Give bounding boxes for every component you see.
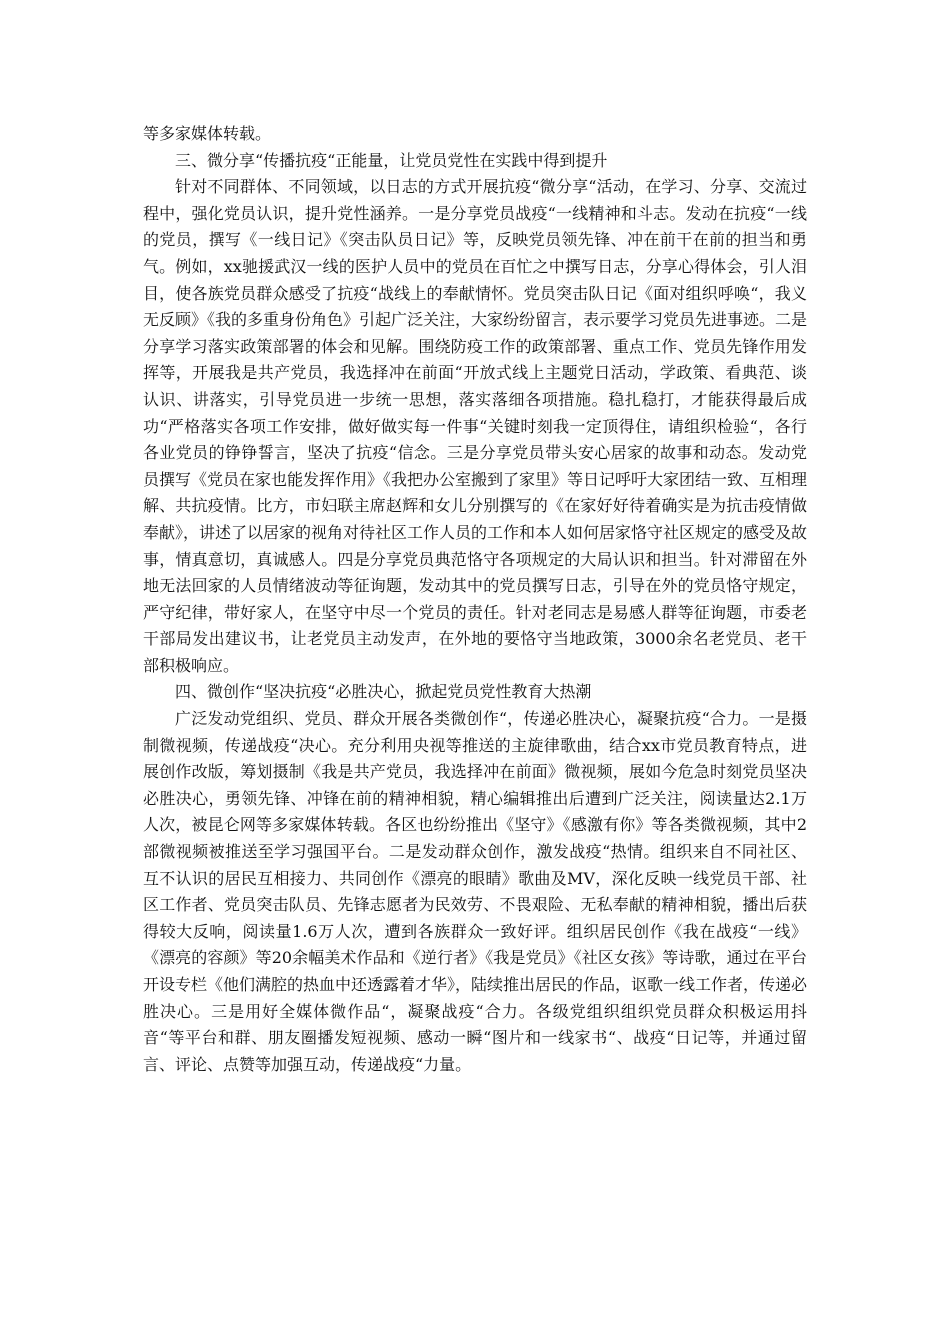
paragraph-section-four-body: 广泛发动党组织、党员、群众开展各类微创作“，传递必胜决心，凝聚抗疫“合力。一是摄制微视频，传递战疫“决心。充分利用央视等推送的主旋律歌曲，结合xx市党员教育特点，进展创作改版，筹划摄制《我是共产党员，我选择冲在前面》微视频，展如今危急时刻党员坚决必胜决心，勇领先锋、冲锋在前的精神相貌，精心编辑推出后遭到广泛关注，阅读量达2.1万人次，被昆仑网等多家媒体转载。各区也纷纷推出《坚守》《感激有你》等各类微视频，其中2部微视频被推送至学习强国平台。二是发动群众创作，激发战疫“热情。组织来自不同社区、互不认识的居民互相接力、共同创作《漂亮的眼睛》歌曲及MV，深化反映一线党员干部、社区工作者、党员突击队员、先锋志愿者为民效劳、不畏艰险、无私奉献的精神相貌，播出后获得较大反响，阅读量1.6万人次，遭到各族群众一致好评。组织居民创作《我在战疫“一线》《漂亮的容颜》等20余幅美术作品和《逆行者》《我是党员》《社区女孩》等诗歌，通过在平台开设专栏《他们满腔的热血中还透露着才华》，陆续推出居民的作品，讴歌一线工作者，传递必胜决心。三是用好全媒体微作品“，凝聚战疫“合力。各级党组织组织党员群众积极运用抖音“等平台和群、朋友圈播发短视频、感动一瞬“图片和一线家书“、战疫“日记等，并通过留言、评论、点赞等加强互动，传递战疫“力量。 bbox=[143, 709, 808, 1074]
section-heading-three: 三、微分享“传播抗疫“正能量，让党员党性在实践中得到提升 bbox=[175, 150, 608, 170]
paragraph-section-three-body: 针对不同群体、不同领域，以日志的方式开展抗疫“微分享“活动，在学习、分享、交流过程中，强化党员认识，提升党性涵养。一是分享党员战疫“一线精神和斗志。发动在抗疫“一线的党员，撰写《一线日记》《突击队员日记》等，反映党员领先锋、冲在前干在前的担当和勇气。例如，xx驰援武汉一线的医护人员中的党员在百忙之中撰写日志，分享心得体会，引人泪目，使各族党员群众感受了抗疫“战线上的奉献情怀。党员突击队日记《面对组织呼唤“，我义无反顾》《我的多重身份角色》引起广泛关注，大家纷纷留言，表示要学习党员先进事迹。二是分享学习落实政策部署的体会和见解。围绕防疫工作的政策部署、重点工作、党员先锋作用发挥等，开展我是共产党员，我选择冲在前面“开放式线上主题党日活动，学政策、看典范、谈认识、讲落实，引导党员进一步统一思想，落实落细各项措施。稳扎稳打，才能获得最后成功“严格落实各项工作安排，做好做实每一件事“关键时刻我一定顶得住，请组织检验“，各行各业党员的铮铮誓言，坚决了抗疫“信念。三是分享党员带头安心居家的故事和动态。发动党员撰写《党员在家也能发挥作用》《我把办公室搬到了家里》等日记呼吁大家团结一致、互相理解、共抗疫情。比方，市妇联主席赵辉和女儿分别撰写的《在家好好待着确实是为抗击疫情做奉献》，讲述了以居家的视角对待社区工作人员的工作和本人如何居家恪守社区规定的感受及故事，情真意切，真诚感人。四是分享党员典范恪守各项规定的大局认识和担当。针对滞留在外地无法回家的人员情绪波动等征询题，发动其中的党员撰写日志，引导在外的党员恪守规定，严守纪律，带好家人，在坚守中尽一个党员的责任。针对老同志是易感人群等征询题，市委老干部局发出建议书，让老党员主动发声，在外地的要恪守当地政策，3000余名老党员、老干部积极响应。 bbox=[143, 177, 808, 675]
paragraph-continuation: 等多家媒体转载。 bbox=[143, 124, 272, 143]
document-page bbox=[143, 121, 807, 1078]
section-heading-four: 四、微创作“坚决抗疫“必胜决心，掀起党员党性教育大热潮 bbox=[175, 682, 592, 702]
